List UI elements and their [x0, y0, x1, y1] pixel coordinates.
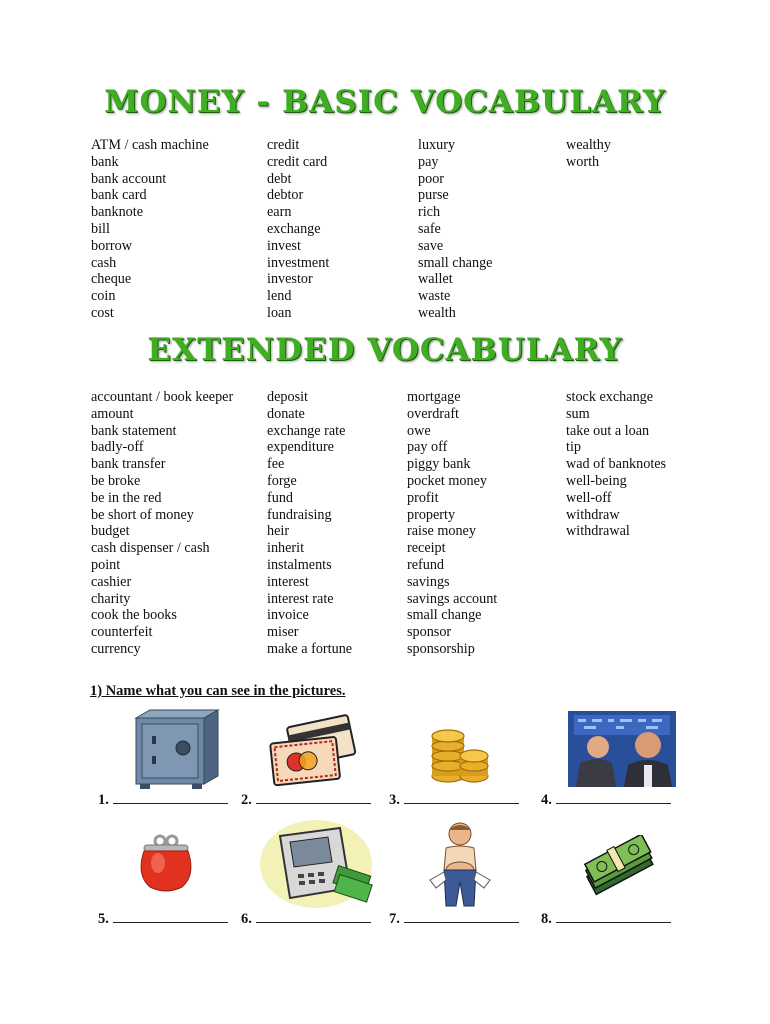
extended-word: currency	[91, 640, 141, 657]
basic-word: banknote	[91, 204, 144, 221]
extended-word: piggy bank	[407, 456, 471, 473]
extended-word: raise money	[407, 523, 476, 540]
basic-word: bank card	[91, 187, 147, 204]
extended-column-3	[407, 389, 497, 658]
extended-vocabulary-title: EXTENDED VOCABULARY	[147, 332, 623, 368]
extended-word: cook the books	[91, 607, 177, 624]
basic-word: worth	[566, 153, 600, 170]
basic-column-1	[91, 137, 209, 322]
answer-4-label: 4.	[541, 792, 552, 808]
basic-word: bank	[91, 153, 119, 170]
extended-word: small change	[407, 607, 482, 624]
extended-word: interest	[267, 573, 309, 590]
basic-column-4	[566, 137, 611, 171]
basic-word: credit	[267, 137, 300, 153]
answer-8-blank[interactable]	[556, 910, 671, 923]
extended-word: be in the red	[91, 489, 162, 506]
basic-word: safe	[418, 220, 441, 237]
extended-word: bank transfer	[91, 456, 166, 473]
extended-word: take out a loan	[566, 422, 650, 439]
extended-word: counterfeit	[91, 624, 153, 641]
answer-1-label: 1.	[98, 792, 109, 808]
basic-word: small change	[418, 254, 493, 271]
extended-word: fee	[267, 456, 285, 473]
basic-word: credit card	[267, 153, 328, 170]
extended-word: sponsor	[407, 624, 452, 641]
answer-1-blank[interactable]	[113, 791, 228, 804]
extended-word: badly-off	[91, 439, 144, 456]
basic-word: bank account	[91, 170, 167, 187]
extended-word: savings account	[407, 590, 498, 607]
extended-word: inherit	[267, 540, 305, 557]
extended-word: exchange rate	[267, 422, 346, 439]
basic-word: cheque	[91, 271, 132, 288]
extended-word: owe	[407, 422, 431, 439]
basic-word: debt	[267, 170, 292, 187]
broke-man-picture	[420, 820, 500, 910]
answer-7-blank[interactable]	[404, 910, 519, 923]
extended-word: pocket money	[407, 472, 487, 489]
extended-word: withdraw	[566, 506, 620, 523]
answer-5-label: 5.	[98, 911, 109, 927]
basic-word: purse	[418, 187, 449, 204]
answer-8[interactable]	[541, 910, 671, 928]
extended-word: deposit	[267, 389, 308, 405]
coins-picture	[424, 714, 494, 786]
extended-word: fundraising	[267, 506, 332, 523]
extended-word: well-being	[566, 472, 627, 489]
basic-word: investment	[267, 254, 330, 271]
extended-word: be broke	[91, 472, 141, 489]
basic-word: rich	[418, 204, 441, 221]
basic-word: save	[418, 237, 444, 254]
basic-word: luxury	[418, 137, 456, 153]
extended-word: amount	[91, 405, 134, 422]
answer-5[interactable]	[98, 910, 228, 928]
extended-word: stock exchange	[566, 389, 654, 405]
extended-column-2	[267, 389, 352, 658]
answer-4-blank[interactable]	[556, 791, 671, 804]
extended-column-1	[91, 389, 233, 658]
extended-word: receipt	[407, 540, 446, 557]
extended-word: profit	[407, 489, 439, 506]
answer-8-label: 8.	[541, 911, 552, 927]
extended-word: cashier	[91, 573, 132, 590]
basic-word: cash	[91, 254, 117, 271]
answer-6-blank[interactable]	[256, 910, 371, 923]
answer-7-label: 7.	[389, 911, 400, 927]
extended-word: invoice	[267, 607, 309, 624]
answer-6[interactable]	[241, 910, 371, 928]
extended-word: budget	[91, 523, 130, 540]
extended-word: cash dispenser / cash	[91, 540, 210, 557]
extended-word: overdraft	[407, 405, 459, 422]
answer-7[interactable]	[389, 910, 519, 928]
answer-6-label: 6.	[241, 911, 252, 927]
extended-word: well-off	[566, 489, 612, 506]
extended-word: tip	[566, 439, 581, 456]
basic-word: loan	[267, 304, 292, 321]
banknotes-picture	[582, 835, 654, 899]
safe-picture	[128, 708, 224, 790]
extended-word: point	[91, 556, 121, 573]
extended-word: be short of money	[91, 506, 194, 523]
extended-word: refund	[407, 556, 445, 573]
answer-3[interactable]	[389, 791, 519, 809]
basic-word: lend	[267, 288, 292, 305]
extended-word: mortgage	[407, 389, 461, 405]
basic-word: debtor	[267, 187, 304, 204]
basic-word: pay	[418, 153, 439, 170]
basic-word: ATM / cash machine	[91, 137, 209, 153]
basic-word: wealth	[418, 304, 456, 321]
answer-2[interactable]	[241, 791, 371, 809]
purse-picture	[134, 831, 198, 895]
extended-word: sponsorship	[407, 640, 475, 657]
basic-vocabulary-title: MONEY - BASIC VOCABULARY	[104, 84, 666, 120]
basic-word: borrow	[91, 237, 132, 254]
extended-word: wad of banknotes	[566, 456, 667, 473]
basic-word: invest	[267, 237, 301, 254]
extended-word: bank statement	[91, 422, 177, 439]
extended-word: donate	[267, 405, 305, 422]
answer-4[interactable]	[541, 791, 671, 809]
extended-word: make a fortune	[267, 640, 353, 657]
basic-word: waste	[418, 288, 451, 305]
basic-column-3	[418, 137, 492, 322]
extended-word: instalments	[267, 556, 332, 573]
answer-3-label: 3.	[389, 792, 400, 808]
extended-word: withdrawal	[566, 523, 630, 540]
extended-word: charity	[91, 590, 131, 607]
answer-3-blank[interactable]	[404, 791, 519, 804]
answer-5-blank[interactable]	[113, 910, 228, 923]
answer-1[interactable]	[98, 791, 228, 809]
extended-word: miser	[267, 624, 299, 641]
extended-word: property	[407, 506, 456, 523]
extended-word: fund	[267, 489, 294, 506]
basic-word: earn	[267, 204, 292, 221]
extended-word: interest rate	[267, 590, 334, 607]
basic-column-2	[267, 137, 329, 322]
answer-2-blank[interactable]	[256, 791, 371, 804]
extended-word: accountant / book keeper	[91, 389, 234, 405]
extended-word: pay off	[407, 439, 448, 456]
cash-machine-picture	[258, 818, 376, 910]
basic-word: coin	[91, 288, 116, 305]
extended-word: heir	[267, 523, 290, 540]
basic-word: wealthy	[566, 137, 611, 153]
basic-word: poor	[418, 170, 445, 187]
basic-word: wallet	[418, 271, 453, 288]
extended-word: forge	[267, 472, 297, 489]
basic-word: investor	[267, 271, 313, 288]
extended-word: expenditure	[267, 439, 334, 456]
basic-word: exchange	[267, 220, 321, 237]
credit-cards-picture	[266, 710, 362, 790]
extended-column-4	[566, 389, 666, 540]
exercise-instruction: 1) Name what you can see in the pictures.	[90, 683, 346, 699]
extended-word: savings	[407, 573, 450, 590]
basic-word: bill	[91, 220, 110, 237]
basic-word: cost	[91, 304, 114, 321]
answer-2-label: 2.	[241, 792, 252, 808]
extended-word: sum	[566, 405, 590, 422]
stock-traders-picture	[568, 711, 676, 787]
